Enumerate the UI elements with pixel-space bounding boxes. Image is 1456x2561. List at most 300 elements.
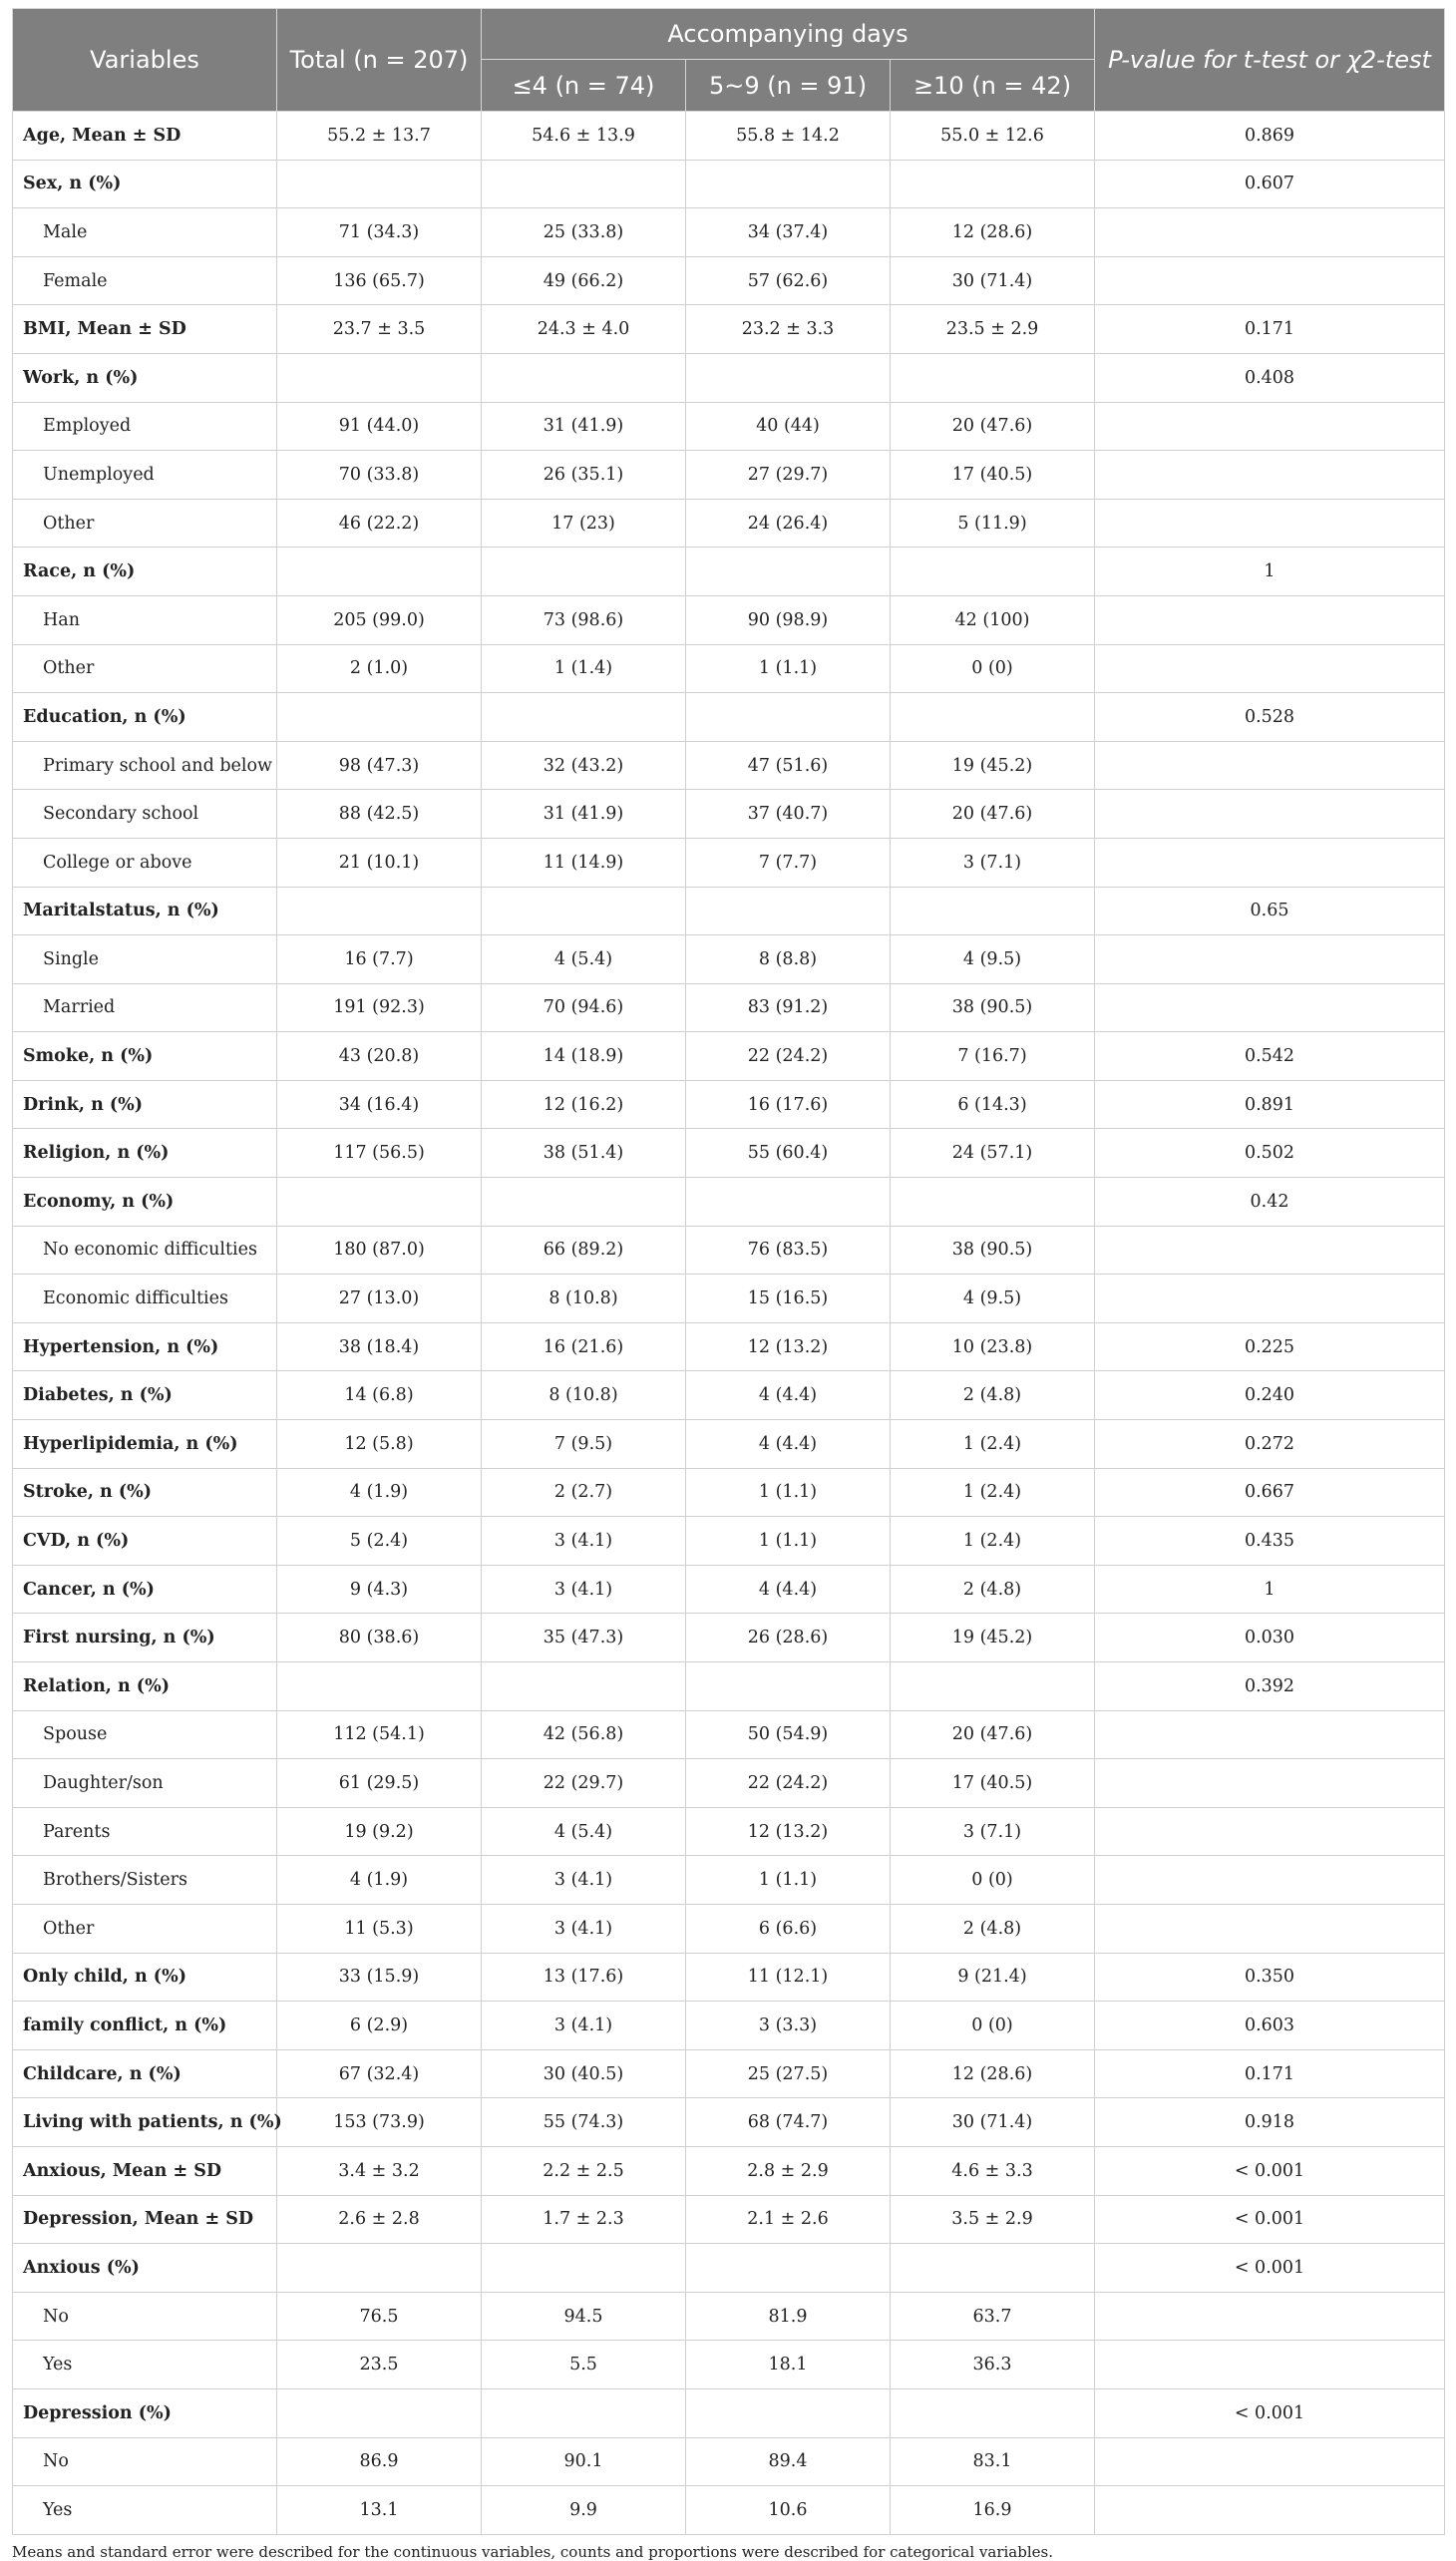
days-ge10-cell: 3 (7.1) bbox=[891, 838, 1095, 887]
variable-label: Only child, n (%) bbox=[13, 1953, 277, 2002]
days-le4-cell: 1 (1.4) bbox=[482, 644, 686, 693]
subcategory-label: Daughter/son bbox=[13, 1759, 277, 1808]
subcategory-label: Economic difficulties bbox=[13, 1275, 277, 1323]
total-cell: 23.5 bbox=[277, 2341, 482, 2389]
table-row bbox=[13, 2049, 1445, 2098]
total-cell bbox=[277, 353, 482, 402]
table-row bbox=[13, 112, 1445, 161]
days-le4-cell: 25 (33.8) bbox=[482, 208, 686, 257]
table-row bbox=[13, 1953, 1445, 2002]
days-ge10-cell: 30 (71.4) bbox=[891, 2098, 1095, 2147]
days-ge10-cell: 6 (14.3) bbox=[891, 1080, 1095, 1129]
total-cell: 136 (65.7) bbox=[277, 256, 482, 305]
table-row bbox=[13, 2341, 1445, 2389]
total-cell bbox=[277, 548, 482, 596]
days-5-9-cell: 26 (28.6) bbox=[686, 1614, 891, 1662]
days-ge10-cell: 5 (11.9) bbox=[891, 499, 1095, 548]
total-cell: 117 (56.5) bbox=[277, 1129, 482, 1178]
table-row bbox=[13, 1032, 1445, 1081]
days-ge10-cell: 20 (47.6) bbox=[891, 1710, 1095, 1759]
days-le4-cell: 66 (89.2) bbox=[482, 1226, 686, 1275]
table-row bbox=[13, 595, 1445, 644]
table-row bbox=[13, 2437, 1445, 2486]
subcategory-label: Yes bbox=[13, 2341, 277, 2389]
days-ge10-cell: 19 (45.2) bbox=[891, 1614, 1095, 1662]
total-cell: 19 (9.2) bbox=[277, 1807, 482, 1856]
variable-label: Diabetes, n (%) bbox=[13, 1371, 277, 1420]
days-le4-cell: 11 (14.9) bbox=[482, 838, 686, 887]
variable-label: Depression (%) bbox=[13, 2388, 277, 2437]
total-cell: 67 (32.4) bbox=[277, 2049, 482, 2098]
p-value-cell bbox=[1095, 1710, 1445, 1759]
p-value-cell: < 0.001 bbox=[1095, 2146, 1445, 2195]
days-le4-cell: 3 (4.1) bbox=[482, 1517, 686, 1566]
days-le4-cell: 3 (4.1) bbox=[482, 2002, 686, 2050]
days-ge10-cell bbox=[891, 353, 1095, 402]
days-5-9-cell: 89.4 bbox=[686, 2437, 891, 2486]
days-ge10-cell: 20 (47.6) bbox=[891, 790, 1095, 839]
subcategory-label: Other bbox=[13, 644, 277, 693]
days-5-9-cell: 22 (24.2) bbox=[686, 1759, 891, 1808]
p-value-cell: 0.918 bbox=[1095, 2098, 1445, 2147]
variable-label: Religion, n (%) bbox=[13, 1129, 277, 1178]
days-5-9-cell bbox=[686, 2388, 891, 2437]
days-le4-cell: 38 (51.4) bbox=[482, 1129, 686, 1178]
variable-label: Childcare, n (%) bbox=[13, 2049, 277, 2098]
days-ge10-cell: 3 (7.1) bbox=[891, 1807, 1095, 1856]
days-5-9-cell: 18.1 bbox=[686, 2341, 891, 2389]
subcategory-label: College or above bbox=[13, 838, 277, 887]
p-value-cell bbox=[1095, 1904, 1445, 1953]
subcategory-label: Primary school and below bbox=[13, 741, 277, 790]
subcategory-label: Single bbox=[13, 935, 277, 984]
total-cell: 4 (1.9) bbox=[277, 1468, 482, 1517]
total-cell: 33 (15.9) bbox=[277, 1953, 482, 2002]
p-value-cell: 0.528 bbox=[1095, 693, 1445, 742]
subcategory-label: Male bbox=[13, 208, 277, 257]
p-value-cell bbox=[1095, 1807, 1445, 1856]
days-5-9-cell bbox=[686, 887, 891, 935]
days-ge10-cell: 1 (2.4) bbox=[891, 1420, 1095, 1469]
p-value-cell: 0.171 bbox=[1095, 2049, 1445, 2098]
days-5-9-cell: 12 (13.2) bbox=[686, 1322, 891, 1371]
days-5-9-cell: 4 (4.4) bbox=[686, 1420, 891, 1469]
total-cell: 71 (34.3) bbox=[277, 208, 482, 257]
table-row bbox=[13, 1178, 1445, 1227]
days-le4-cell bbox=[482, 160, 686, 208]
p-value-cell: 0.607 bbox=[1095, 160, 1445, 208]
total-cell: 43 (20.8) bbox=[277, 1032, 482, 1081]
variable-label: Age, Mean ± SD bbox=[13, 112, 277, 161]
p-value-cell bbox=[1095, 595, 1445, 644]
total-cell: 70 (33.8) bbox=[277, 451, 482, 500]
variable-label: Depression, Mean ± SD bbox=[13, 2195, 277, 2244]
total-cell: 61 (29.5) bbox=[277, 1759, 482, 1808]
total-cell: 86.9 bbox=[277, 2437, 482, 2486]
total-cell: 13.1 bbox=[277, 2486, 482, 2535]
days-ge10-cell: 17 (40.5) bbox=[891, 451, 1095, 500]
variable-label: Living with patients, n (%) bbox=[13, 2098, 277, 2147]
days-le4-cell bbox=[482, 2244, 686, 2293]
days-5-9-cell bbox=[686, 353, 891, 402]
variable-label: Hypertension, n (%) bbox=[13, 1322, 277, 1371]
total-cell bbox=[277, 1662, 482, 1711]
days-ge10-cell bbox=[891, 693, 1095, 742]
days-5-9-cell: 2.8 ± 2.9 bbox=[686, 2146, 891, 2195]
p-value-cell: 0.542 bbox=[1095, 1032, 1445, 1081]
p-value-cell bbox=[1095, 644, 1445, 693]
days-ge10-cell bbox=[891, 887, 1095, 935]
days-ge10-cell: 63.7 bbox=[891, 2292, 1095, 2341]
days-le4-cell: 12 (16.2) bbox=[482, 1080, 686, 1129]
p-value-cell bbox=[1095, 499, 1445, 548]
days-ge10-cell: 0 (0) bbox=[891, 1856, 1095, 1905]
days-ge10-cell: 38 (90.5) bbox=[891, 983, 1095, 1032]
table-row bbox=[13, 548, 1445, 596]
variable-label: Hyperlipidemia, n (%) bbox=[13, 1420, 277, 1469]
total-cell: 80 (38.6) bbox=[277, 1614, 482, 1662]
p-value-cell bbox=[1095, 402, 1445, 451]
days-le4-cell: 70 (94.6) bbox=[482, 983, 686, 1032]
days-5-9-cell bbox=[686, 160, 891, 208]
days-ge10-cell: 17 (40.5) bbox=[891, 1759, 1095, 1808]
days-le4-cell: 49 (66.2) bbox=[482, 256, 686, 305]
variable-label: Race, n (%) bbox=[13, 548, 277, 596]
days-le4-cell bbox=[482, 693, 686, 742]
total-cell: 153 (73.9) bbox=[277, 2098, 482, 2147]
table-row bbox=[13, 644, 1445, 693]
days-le4-cell: 35 (47.3) bbox=[482, 1614, 686, 1662]
table-row bbox=[13, 1322, 1445, 1371]
total-cell: 27 (13.0) bbox=[277, 1275, 482, 1323]
variable-label: Smoke, n (%) bbox=[13, 1032, 277, 1081]
days-ge10-cell: 2 (4.8) bbox=[891, 1371, 1095, 1420]
p-value-cell: 0.392 bbox=[1095, 1662, 1445, 1711]
days-ge10-cell: 1 (2.4) bbox=[891, 1517, 1095, 1566]
subcategory-label: No bbox=[13, 2437, 277, 2486]
days-5-9-cell: 27 (29.7) bbox=[686, 451, 891, 500]
header-total: Total (n = 207) bbox=[277, 9, 482, 112]
p-value-cell: 0.502 bbox=[1095, 1129, 1445, 1178]
days-le4-cell: 3 (4.1) bbox=[482, 1856, 686, 1905]
subcategory-label: Han bbox=[13, 595, 277, 644]
days-5-9-cell: 83 (91.2) bbox=[686, 983, 891, 1032]
header-p-value: P-value for t-test or χ2-test bbox=[1095, 9, 1445, 112]
days-5-9-cell: 15 (16.5) bbox=[686, 1275, 891, 1323]
total-cell bbox=[277, 160, 482, 208]
subcategory-label: Other bbox=[13, 1904, 277, 1953]
days-ge10-cell: 7 (16.7) bbox=[891, 1032, 1095, 1081]
table-row bbox=[13, 1468, 1445, 1517]
table-row bbox=[13, 1904, 1445, 1953]
variable-label: BMI, Mean ± SD bbox=[13, 305, 277, 354]
total-cell bbox=[277, 887, 482, 935]
days-le4-cell: 54.6 ± 13.9 bbox=[482, 112, 686, 161]
subcategory-label: No bbox=[13, 2292, 277, 2341]
variable-label: Drink, n (%) bbox=[13, 1080, 277, 1129]
days-5-9-cell: 11 (12.1) bbox=[686, 1953, 891, 2002]
table-row bbox=[13, 1614, 1445, 1662]
total-cell: 2.6 ± 2.8 bbox=[277, 2195, 482, 2244]
total-cell: 76.5 bbox=[277, 2292, 482, 2341]
days-ge10-cell: 16.9 bbox=[891, 2486, 1095, 2535]
days-le4-cell: 22 (29.7) bbox=[482, 1759, 686, 1808]
variable-label: Education, n (%) bbox=[13, 693, 277, 742]
total-cell bbox=[277, 2388, 482, 2437]
days-le4-cell: 94.5 bbox=[482, 2292, 686, 2341]
p-value-cell: 0.667 bbox=[1095, 1468, 1445, 1517]
days-ge10-cell: 23.5 ± 2.9 bbox=[891, 305, 1095, 354]
table-row bbox=[13, 2292, 1445, 2341]
table-row bbox=[13, 2388, 1445, 2437]
days-le4-cell bbox=[482, 1662, 686, 1711]
table-row bbox=[13, 1420, 1445, 1469]
days-5-9-cell: 7 (7.7) bbox=[686, 838, 891, 887]
table-row bbox=[13, 693, 1445, 742]
days-le4-cell: 5.5 bbox=[482, 2341, 686, 2389]
p-value-cell bbox=[1095, 2341, 1445, 2389]
table-row bbox=[13, 402, 1445, 451]
total-cell: 191 (92.3) bbox=[277, 983, 482, 1032]
days-le4-cell: 4 (5.4) bbox=[482, 935, 686, 984]
p-value-cell: 0.030 bbox=[1095, 1614, 1445, 1662]
table-row bbox=[13, 790, 1445, 839]
days-ge10-cell: 24 (57.1) bbox=[891, 1129, 1095, 1178]
p-value-cell: 0.869 bbox=[1095, 112, 1445, 161]
days-le4-cell: 26 (35.1) bbox=[482, 451, 686, 500]
days-ge10-cell: 2 (4.8) bbox=[891, 1904, 1095, 1953]
days-5-9-cell: 47 (51.6) bbox=[686, 741, 891, 790]
days-le4-cell: 17 (23) bbox=[482, 499, 686, 548]
table-row bbox=[13, 1129, 1445, 1178]
p-value-cell: 0.171 bbox=[1095, 305, 1445, 354]
p-value-cell: 0.272 bbox=[1095, 1420, 1445, 1469]
days-5-9-cell: 1 (1.1) bbox=[686, 1517, 891, 1566]
variable-label: CVD, n (%) bbox=[13, 1517, 277, 1566]
days-ge10-cell: 38 (90.5) bbox=[891, 1226, 1095, 1275]
days-5-9-cell: 16 (17.6) bbox=[686, 1080, 891, 1129]
days-le4-cell: 4 (5.4) bbox=[482, 1807, 686, 1856]
total-cell: 34 (16.4) bbox=[277, 1080, 482, 1129]
days-5-9-cell: 34 (37.4) bbox=[686, 208, 891, 257]
days-5-9-cell: 8 (8.8) bbox=[686, 935, 891, 984]
days-5-9-cell: 23.2 ± 3.3 bbox=[686, 305, 891, 354]
days-ge10-cell: 12 (28.6) bbox=[891, 208, 1095, 257]
table-header bbox=[13, 9, 1445, 112]
days-5-9-cell bbox=[686, 1662, 891, 1711]
total-cell: 180 (87.0) bbox=[277, 1226, 482, 1275]
days-le4-cell: 7 (9.5) bbox=[482, 1420, 686, 1469]
total-cell: 55.2 ± 13.7 bbox=[277, 112, 482, 161]
days-ge10-cell: 55.0 ± 12.6 bbox=[891, 112, 1095, 161]
p-value-cell: 0.42 bbox=[1095, 1178, 1445, 1227]
variable-label: Work, n (%) bbox=[13, 353, 277, 402]
table-row bbox=[13, 2002, 1445, 2050]
p-value-cell: 0.408 bbox=[1095, 353, 1445, 402]
table-row bbox=[13, 160, 1445, 208]
days-5-9-cell: 76 (83.5) bbox=[686, 1226, 891, 1275]
days-ge10-cell: 36.3 bbox=[891, 2341, 1095, 2389]
subcategory-label: Other bbox=[13, 499, 277, 548]
p-value-cell: 0.603 bbox=[1095, 2002, 1445, 2050]
table-row bbox=[13, 838, 1445, 887]
variable-label: Stroke, n (%) bbox=[13, 1468, 277, 1517]
days-5-9-cell bbox=[686, 2244, 891, 2293]
variable-label: family conflict, n (%) bbox=[13, 2002, 277, 2050]
total-cell: 14 (6.8) bbox=[277, 1371, 482, 1420]
table-row bbox=[13, 2098, 1445, 2147]
days-ge10-cell: 4.6 ± 3.3 bbox=[891, 2146, 1095, 2195]
days-ge10-cell: 0 (0) bbox=[891, 644, 1095, 693]
total-cell bbox=[277, 2244, 482, 2293]
p-value-cell bbox=[1095, 2437, 1445, 2486]
p-value-cell bbox=[1095, 935, 1445, 984]
table-footnote: Means and standard error were described for the continuous variables, counts and proportions were described for categorical variables. bbox=[12, 2542, 1053, 2561]
table-row bbox=[13, 2146, 1445, 2195]
header-accompanying-days: Accompanying days bbox=[482, 9, 1095, 60]
days-ge10-cell: 10 (23.8) bbox=[891, 1322, 1095, 1371]
subcategory-label: Parents bbox=[13, 1807, 277, 1856]
days-5-9-cell: 1 (1.1) bbox=[686, 1856, 891, 1905]
days-ge10-cell: 2 (4.8) bbox=[891, 1565, 1095, 1614]
p-value-cell: 0.65 bbox=[1095, 887, 1445, 935]
variable-label: Anxious (%) bbox=[13, 2244, 277, 2293]
table-row bbox=[13, 305, 1445, 354]
days-ge10-cell bbox=[891, 548, 1095, 596]
header-days-ge10: ≥10 (n = 42) bbox=[891, 60, 1095, 112]
subcategory-label: Brothers/Sisters bbox=[13, 1856, 277, 1905]
p-value-cell bbox=[1095, 451, 1445, 500]
days-le4-cell bbox=[482, 548, 686, 596]
subcategory-label: Yes bbox=[13, 2486, 277, 2535]
baseline-characteristics-table bbox=[12, 8, 1445, 2535]
days-ge10-cell: 1 (2.4) bbox=[891, 1468, 1095, 1517]
days-5-9-cell: 57 (62.6) bbox=[686, 256, 891, 305]
p-value-cell bbox=[1095, 1275, 1445, 1323]
subcategory-label: Married bbox=[13, 983, 277, 1032]
days-le4-cell: 90.1 bbox=[482, 2437, 686, 2486]
days-le4-cell bbox=[482, 887, 686, 935]
total-cell bbox=[277, 693, 482, 742]
p-value-cell bbox=[1095, 2292, 1445, 2341]
days-5-9-cell: 81.9 bbox=[686, 2292, 891, 2341]
table-row bbox=[13, 1565, 1445, 1614]
p-value-cell bbox=[1095, 208, 1445, 257]
p-value-cell: < 0.001 bbox=[1095, 2244, 1445, 2293]
variable-label: Sex, n (%) bbox=[13, 160, 277, 208]
table-row bbox=[13, 2244, 1445, 2293]
subcategory-label: Employed bbox=[13, 402, 277, 451]
table-row bbox=[13, 1080, 1445, 1129]
variable-label: Maritalstatus, n (%) bbox=[13, 887, 277, 935]
p-value-cell: 1 bbox=[1095, 548, 1445, 596]
total-cell: 12 (5.8) bbox=[277, 1420, 482, 1469]
days-5-9-cell: 68 (74.7) bbox=[686, 2098, 891, 2147]
table-row bbox=[13, 1759, 1445, 1808]
variable-label: Cancer, n (%) bbox=[13, 1565, 277, 1614]
days-5-9-cell: 37 (40.7) bbox=[686, 790, 891, 839]
days-le4-cell: 31 (41.9) bbox=[482, 790, 686, 839]
days-ge10-cell: 9 (21.4) bbox=[891, 1953, 1095, 2002]
table-row bbox=[13, 1807, 1445, 1856]
p-value-cell bbox=[1095, 741, 1445, 790]
days-ge10-cell: 30 (71.4) bbox=[891, 256, 1095, 305]
p-value-cell: 0.240 bbox=[1095, 1371, 1445, 1420]
days-ge10-cell: 4 (9.5) bbox=[891, 935, 1095, 984]
p-value-cell: < 0.001 bbox=[1095, 2388, 1445, 2437]
subcategory-label: Female bbox=[13, 256, 277, 305]
days-ge10-cell bbox=[891, 1662, 1095, 1711]
total-cell: 5 (2.4) bbox=[277, 1517, 482, 1566]
days-ge10-cell: 83.1 bbox=[891, 2437, 1095, 2486]
p-value-cell bbox=[1095, 1759, 1445, 1808]
days-ge10-cell bbox=[891, 1178, 1095, 1227]
subcategory-label: Secondary school bbox=[13, 790, 277, 839]
header-days-5-9: 5~9 (n = 91) bbox=[686, 60, 891, 112]
days-le4-cell: 3 (4.1) bbox=[482, 1904, 686, 1953]
days-le4-cell bbox=[482, 1178, 686, 1227]
days-5-9-cell: 3 (3.3) bbox=[686, 2002, 891, 2050]
days-le4-cell: 55 (74.3) bbox=[482, 2098, 686, 2147]
p-value-cell bbox=[1095, 1226, 1445, 1275]
days-5-9-cell: 4 (4.4) bbox=[686, 1565, 891, 1614]
variable-label: First nursing, n (%) bbox=[13, 1614, 277, 1662]
days-5-9-cell: 6 (6.6) bbox=[686, 1904, 891, 1953]
days-5-9-cell: 10.6 bbox=[686, 2486, 891, 2535]
days-ge10-cell: 0 (0) bbox=[891, 2002, 1095, 2050]
p-value-cell bbox=[1095, 838, 1445, 887]
total-cell: 9 (4.3) bbox=[277, 1565, 482, 1614]
p-value-cell bbox=[1095, 2486, 1445, 2535]
days-le4-cell: 13 (17.6) bbox=[482, 1953, 686, 2002]
days-5-9-cell bbox=[686, 693, 891, 742]
days-le4-cell bbox=[482, 353, 686, 402]
days-ge10-cell: 19 (45.2) bbox=[891, 741, 1095, 790]
p-value-cell: 0.350 bbox=[1095, 1953, 1445, 2002]
total-cell: 98 (47.3) bbox=[277, 741, 482, 790]
days-5-9-cell: 1 (1.1) bbox=[686, 644, 891, 693]
days-le4-cell: 2 (2.7) bbox=[482, 1468, 686, 1517]
days-5-9-cell: 2.1 ± 2.6 bbox=[686, 2195, 891, 2244]
table-row bbox=[13, 1662, 1445, 1711]
days-5-9-cell: 55 (60.4) bbox=[686, 1129, 891, 1178]
table-row bbox=[13, 1517, 1445, 1566]
table-row bbox=[13, 451, 1445, 500]
p-value-cell bbox=[1095, 790, 1445, 839]
subcategory-label: Spouse bbox=[13, 1710, 277, 1759]
days-ge10-cell bbox=[891, 2388, 1095, 2437]
days-5-9-cell bbox=[686, 1178, 891, 1227]
days-le4-cell: 16 (21.6) bbox=[482, 1322, 686, 1371]
total-cell: 23.7 ± 3.5 bbox=[277, 305, 482, 354]
table-row bbox=[13, 499, 1445, 548]
table-row bbox=[13, 353, 1445, 402]
table-row bbox=[13, 1371, 1445, 1420]
days-le4-cell: 1.7 ± 2.3 bbox=[482, 2195, 686, 2244]
total-cell bbox=[277, 1178, 482, 1227]
table-body bbox=[13, 112, 1445, 2535]
days-ge10-cell bbox=[891, 2244, 1095, 2293]
table-row bbox=[13, 1710, 1445, 1759]
days-le4-cell: 73 (98.6) bbox=[482, 595, 686, 644]
total-cell: 38 (18.4) bbox=[277, 1322, 482, 1371]
total-cell: 112 (54.1) bbox=[277, 1710, 482, 1759]
table-row bbox=[13, 887, 1445, 935]
total-cell: 2 (1.0) bbox=[277, 644, 482, 693]
table-row bbox=[13, 1275, 1445, 1323]
total-cell: 3.4 ± 3.2 bbox=[277, 2146, 482, 2195]
variable-label: Anxious, Mean ± SD bbox=[13, 2146, 277, 2195]
